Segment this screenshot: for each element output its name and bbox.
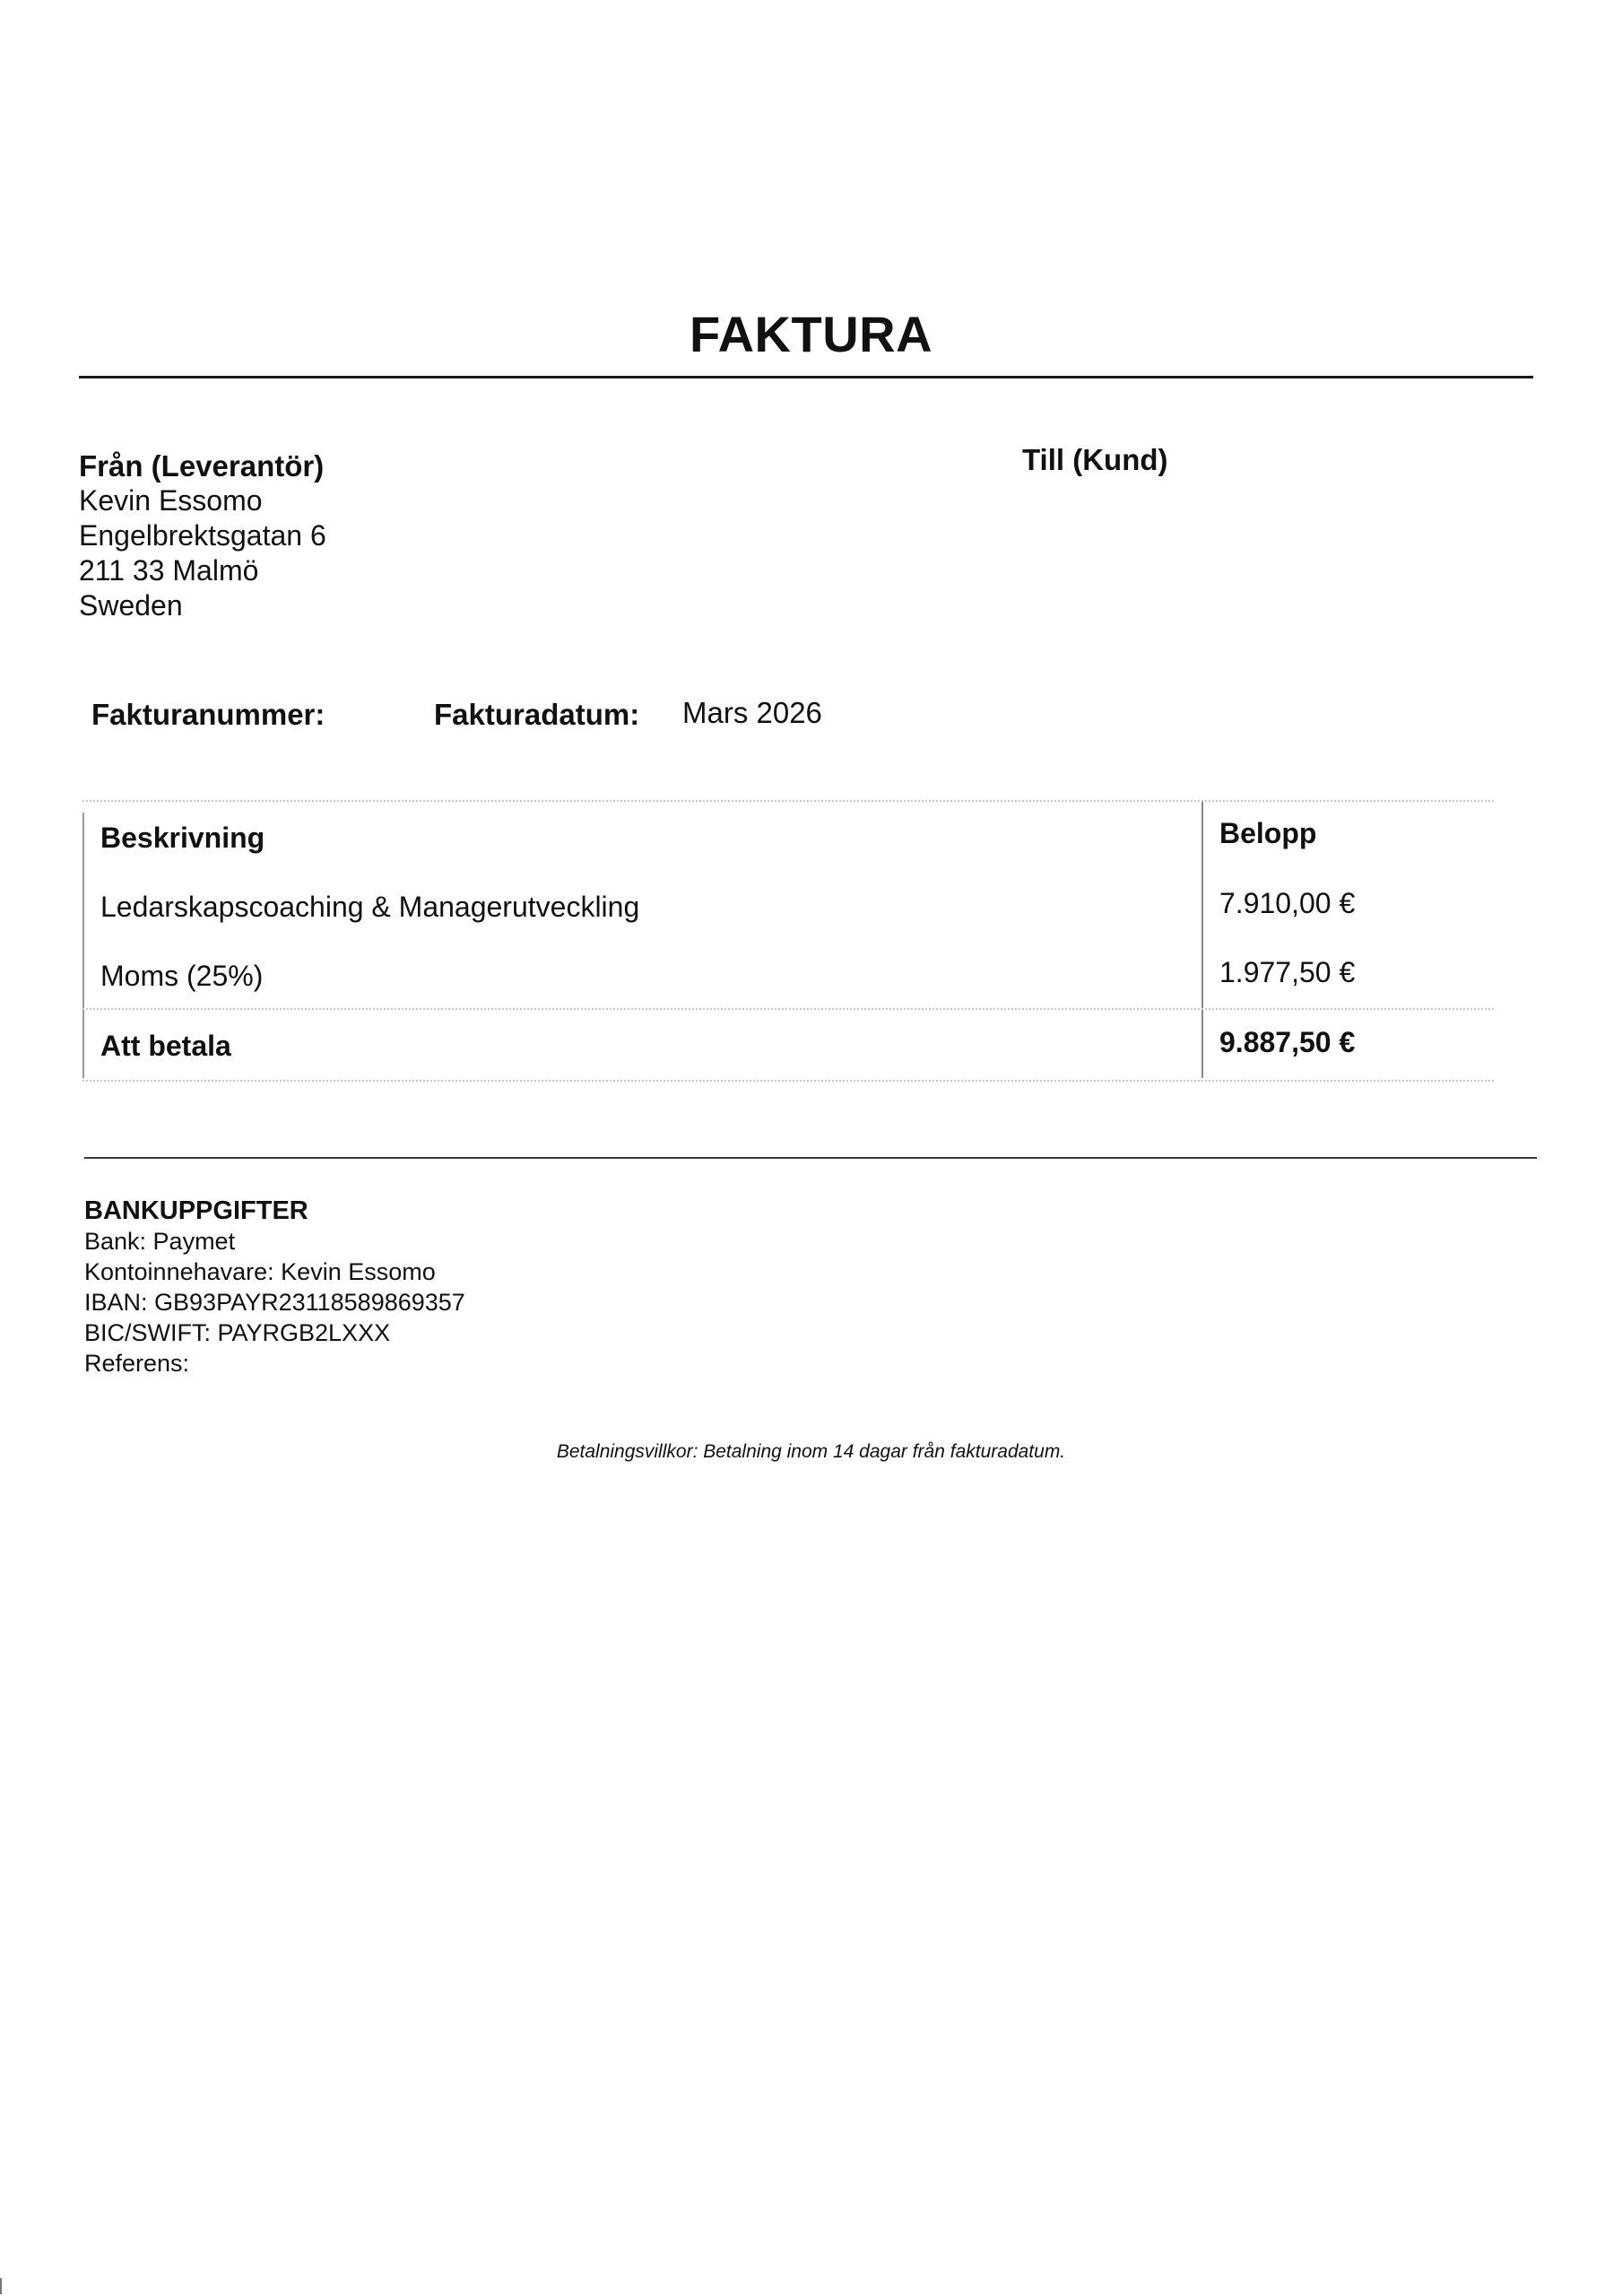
header-amount: Belopp xyxy=(1219,817,1317,849)
table-left-border xyxy=(82,813,84,1078)
invoice-number-label: Fakturanummer: xyxy=(91,698,325,731)
bank-heading: BANKUPPGIFTER xyxy=(84,1196,308,1225)
row-description: Ledarskapscoaching & Managerutveckling xyxy=(100,891,640,923)
scan-edge-mark xyxy=(0,2278,2,2294)
total-label: Att betala xyxy=(100,1030,231,1062)
invoice-date-value: Mars 2026 xyxy=(682,696,822,729)
table-top-border xyxy=(82,800,1494,802)
total-amount: 9.887,50 € xyxy=(1219,1026,1356,1058)
supplier-name: Kevin Essomo xyxy=(79,484,263,517)
payment-terms: Betalningsvillkor: Betalning inom 14 dagar från fakturadatum. xyxy=(556,1441,1066,1462)
row-amount: 7.910,00 € xyxy=(1219,887,1356,919)
account-holder: Kontoinnehavare: Kevin Essomo xyxy=(84,1258,436,1285)
supplier-country: Sweden xyxy=(79,589,183,622)
document-title: FAKTURA xyxy=(689,306,933,362)
table-bottom-border xyxy=(82,1080,1494,1082)
title-divider xyxy=(79,376,1533,378)
bank-details xyxy=(84,1196,465,1378)
bic-swift: BIC/SWIFT: PAYRGB2LXXX xyxy=(84,1319,391,1346)
bank-name: Bank: Paymet xyxy=(84,1228,236,1255)
invoice-date-label: Fakturadatum: xyxy=(434,698,640,731)
vat-description: Moms (25%) xyxy=(100,960,264,992)
supplier-street: Engelbrektsgatan 6 xyxy=(79,519,326,552)
supplier-block xyxy=(79,448,326,623)
iban: IBAN: GB93PAYR23118589869357 xyxy=(84,1289,465,1316)
supplier-heading: Från (Leverantör) xyxy=(79,449,325,483)
table-column-divider xyxy=(1201,800,1203,1078)
table-total-divider xyxy=(82,1008,1494,1010)
payment-reference: Referens: xyxy=(84,1350,190,1377)
header-description: Beskrivning xyxy=(100,822,265,854)
customer-heading: Till (Kund) xyxy=(1022,443,1168,476)
customer-block xyxy=(1022,443,1168,477)
supplier-city: 211 33 Malmö xyxy=(79,554,259,587)
line-items-table xyxy=(82,800,1494,1085)
vat-amount: 1.977,50 € xyxy=(1219,956,1356,988)
bank-divider xyxy=(84,1157,1537,1159)
